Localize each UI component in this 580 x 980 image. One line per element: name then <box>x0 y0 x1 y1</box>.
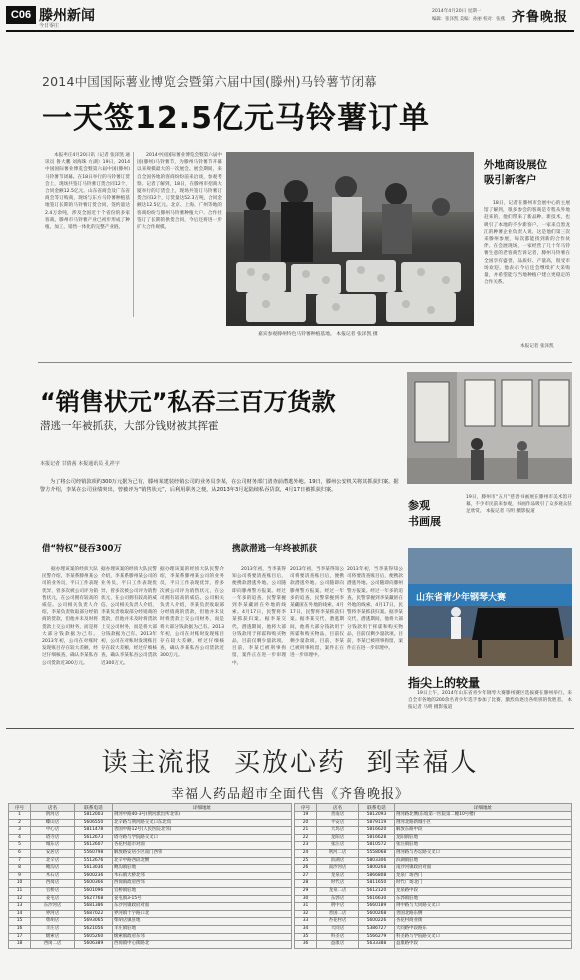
store-address: 西岗镇政府西邻 <box>113 880 292 888</box>
store-name: 西岗二店 <box>31 941 75 949</box>
store-name: 科圣店 <box>317 933 359 941</box>
exhibit-caption: 19日，滕州市“五月”慈善书画展在滕州市美术馆开幕，不少市民前来参观，书画作品吸引了众多观众驻足欣赏。 本报记者 马明 摄影报道 <box>466 495 572 515</box>
store-no: 10 <box>9 880 31 888</box>
store-address: 鲍沟镇驻地 <box>113 865 292 873</box>
store-phone: 5803306 <box>359 857 395 865</box>
store-phone: 5627768 <box>75 895 113 903</box>
store-phone: 5812003 <box>75 812 113 820</box>
table-row <box>295 918 572 926</box>
newspaper-logo: 齐鲁晚报 <box>512 10 569 25</box>
market-photo <box>226 152 474 326</box>
story1-col2: 2014中国国际薯业博览会暨第六届中国(滕州)马铃薯节，为滕州马铃薯节开幕以来规模最大的一次展会。展会期间，来自全国各地的客商纷纷前来洽谈，参观考察。记者了解到，18日，在滕州市招商大厦举行的订货会上，现场共签订马铃薯订货合同12个，订货量达52.3万吨，合同金额达12.5亿元。北京、上海、广州等地的客商纷纷与滕州马铃薯种植大户、合作社签订了长期的供货合同，今后还将进一步扩大合作规模。 <box>137 153 223 231</box>
store-no: 5 <box>9 842 31 850</box>
exhibition-illustration <box>407 372 572 484</box>
table-row <box>295 933 572 941</box>
store-name: 平安店 <box>317 819 359 827</box>
store-no: 34 <box>295 925 317 933</box>
piano-photo <box>408 548 572 666</box>
store-phone: 5810572 <box>359 842 395 850</box>
store-phone: 5605260 <box>75 933 113 941</box>
store-address: 荆河北路新城小区 <box>395 819 572 827</box>
store-name: 张汪店 <box>317 842 359 850</box>
store-name: 东沙河店 <box>31 903 75 911</box>
store-name: 鲍沟店 <box>31 865 75 873</box>
table-row <box>295 827 572 835</box>
store-phone: 5660189 <box>359 903 395 911</box>
divider-2 <box>6 728 574 729</box>
store-name: 善国二店 <box>317 910 359 918</box>
story2-col5: 2013年初，当李某得知公司将要清查账目后，便携款潜逃外地。公司随即向滕州警方报案。经过一年多的追查，民警掌握到李某藏匿在外地的线索。4月17日，民警将李某抓获归案。据李某交代，潜逃期间，他将大部分钱款用于挥霍和购买物品，目前仅剩少量款项。目前，李某已被刑事拘留，案件正在进一步审理中。 <box>290 567 344 659</box>
store-no: 14 <box>9 910 31 918</box>
store-address: 北辛路与荆河路交叉口东北角 <box>113 819 292 827</box>
store-address: 荆河路北侧(东坡第一医院第二幢10号楼) <box>395 812 572 820</box>
store-phone: 5812093 <box>359 812 395 820</box>
store-address: 东郭镇驻地 <box>395 895 572 903</box>
store-address: 杏花村商业街 <box>395 918 572 926</box>
store-address: 善国中路12号(人民医院北邻) <box>113 827 292 835</box>
story2-headline: “销售状元”私吞三百万货款 <box>40 388 336 416</box>
store-address: 木石镇大桥北邻 <box>113 872 292 880</box>
store-phone: 5681386 <box>75 903 113 911</box>
store-address: 北辛中路西段北侧 <box>113 857 292 865</box>
divider-1 <box>38 362 572 363</box>
table-row <box>9 918 292 926</box>
story2-lead: 为了将公司经销款项约300万元据为己有，滕州某建装经销公司的业务员李某，在公司财务部门清查前潜逃外地。19日，滕州公安机关将其抓获归案。据警方介绍，李某在公司业绩突出，曾被评为“销售状元”，后利用职务之便，从2013年3月起陆续私吞货款，4月17日被抓获归案。 <box>40 479 399 493</box>
section-title: 滕州新闻 <box>39 8 95 24</box>
store-name: 东郭店 <box>317 895 359 903</box>
store-address: 荆河中路40-3号(荆河派出所北邻) <box>113 812 292 820</box>
side-title: 外地商设展位 吸引新客户 <box>484 159 547 186</box>
store-phone: 5816628 <box>359 834 395 842</box>
story2-byline: 本报记者 甘倩茜 本报通讯员 孔祥宇 <box>40 461 120 467</box>
story2-subhead: 潜逃一年被抓获，大部分钱财被其挥霍 <box>40 420 219 432</box>
exhibit-title: 参观 书画展 <box>408 499 441 528</box>
store-no: 29 <box>295 887 317 895</box>
story2-col1: 据办理该案的经侦大队民警介绍，李某系滕州某公司的业务员，平日工作表现优异，曾多次被公司评为销售状元，在公司拥有较高的威信。公司相关负责人介绍，李某负责收取部分经销商的货款，但他并未及时将货款上交公司财务，而是将大部分钱款据为己有。2013年初，公司在对账时发现账目存在较大差额，经过仔细核查，确认李某私吞公司货款近300万元。 <box>42 567 98 666</box>
store-address: 益康路中段 <box>395 941 572 949</box>
store-no: 6 <box>9 849 31 857</box>
header-date: 2014年4月20日 星期一 <box>432 9 482 14</box>
store-no: 8 <box>9 865 31 873</box>
store-phone: 5606389 <box>75 941 113 949</box>
store-address: 塔寺路与学院路交叉口 <box>113 834 292 842</box>
store-name: 官桥店 <box>31 887 75 895</box>
store-no: 7 <box>9 857 31 865</box>
store-name: 龙泉店 <box>317 872 359 880</box>
store-phone: 5633388 <box>359 941 395 949</box>
store-address: 级索镇政府东邻 <box>113 933 292 941</box>
store-address: 时代广场北门 <box>395 880 572 888</box>
store-address: 大同路中段路东 <box>395 925 572 933</box>
table-row <box>295 819 572 827</box>
store-name: 荆河店 <box>31 812 75 820</box>
table-row <box>295 941 572 949</box>
store-phone: 5606550 <box>75 819 113 827</box>
store-phone: 5601096 <box>75 887 113 895</box>
store-address: 张汪镇驻地 <box>395 842 572 850</box>
table-row <box>295 834 572 842</box>
store-address: 解放东路中段 <box>395 827 572 835</box>
store-address: 柴胡店镇驻地 <box>113 918 292 926</box>
store-phone: 5612607 <box>75 842 113 850</box>
table-row <box>295 887 572 895</box>
table-row <box>9 895 292 903</box>
store-name: 时代店 <box>317 880 359 888</box>
store-no: 20 <box>295 819 317 827</box>
table-row <box>295 910 572 918</box>
store-no: 17 <box>9 933 31 941</box>
col-header-no: 序号 <box>295 804 317 812</box>
store-no: 33 <box>295 918 317 926</box>
store-name: 级索店 <box>31 933 75 941</box>
store-name: 木石店 <box>31 872 75 880</box>
store-name: 善南店 <box>317 812 359 820</box>
store-phone: 5816620 <box>359 827 395 835</box>
table-row <box>295 865 572 873</box>
store-name: 西岗店 <box>31 880 75 888</box>
story2-col2: 据办理该案的经侦大队民警介绍，李某系滕州某公司的业务员，平日工作表现优异，曾多次被公司评为销售状元，在公司拥有较高的威信。公司相关负责人介绍，李某负责收取部分经销商的货款，但他并未及时将货款上交公司财务，而是将大部分钱款据为己有。2013年初，公司在对账时发现账目存在较大差额，经过仔细核查，确认李某私吞公司货款近300万元。 <box>101 567 157 666</box>
col-divider <box>133 152 134 317</box>
store-name: 滨湖店 <box>317 857 359 865</box>
store-no: 36 <box>295 941 317 949</box>
store-table-left <box>8 803 292 949</box>
store-no: 28 <box>295 880 317 888</box>
store-phone: 5612120 <box>359 887 395 895</box>
store-no: 21 <box>295 827 317 835</box>
piano-banner: 山东省青少年钢琴大赛 <box>416 593 507 603</box>
table-row <box>9 819 292 827</box>
store-name: 姜屯店 <box>31 895 75 903</box>
store-no: 2 <box>9 819 31 827</box>
store-no: 12 <box>9 895 31 903</box>
store-address: 姜屯镇3-15号 <box>113 895 292 903</box>
store-phone: 5560798 <box>75 849 113 857</box>
table-row <box>9 842 292 850</box>
store-phone: 5566279 <box>359 933 395 941</box>
store-name: 城东店 <box>31 842 75 850</box>
store-address: 界河镇十字路口北 <box>113 910 292 918</box>
table-row <box>295 925 572 933</box>
store-address: 西岗镇中心街路北 <box>113 941 292 949</box>
col-header-name: 店名 <box>31 804 75 812</box>
store-phone: 5612673 <box>75 834 113 842</box>
store-no: 32 <box>295 910 317 918</box>
store-phone: 5600366 <box>75 880 113 888</box>
store-no: 16 <box>9 925 31 933</box>
store-phone: 5558068 <box>359 849 395 857</box>
table-row <box>295 903 572 911</box>
store-address: 科圣路与学院路交叉口 <box>395 933 572 941</box>
store-table-right <box>294 803 572 949</box>
col-header-no: 序号 <box>9 804 31 812</box>
ad-sub: 幸福人药品超市全面代售《齐鲁晚报》 <box>170 787 409 802</box>
store-address: 杏花村超市对面 <box>113 842 292 850</box>
store-phone: 5600226 <box>359 918 395 926</box>
store-no: 23 <box>295 842 317 850</box>
section-sub: 今日零庄 <box>39 23 60 29</box>
store-no: 25 <box>295 857 317 865</box>
exhibition-photo <box>407 372 572 484</box>
store-name: 北辛店 <box>31 857 75 865</box>
store-no: 26 <box>295 865 317 873</box>
store-address: 龙泉广场西门 <box>395 872 572 880</box>
col-header-address: 详细地址 <box>395 804 572 812</box>
store-no: 35 <box>295 933 317 941</box>
store-address: 官桥镇驻地 <box>113 887 292 895</box>
col-header-phone: 联系电话 <box>75 804 113 812</box>
store-address: 荆河路与杏坛路交叉口 <box>395 849 572 857</box>
story2-sub2: 携款潜逃一年终被抓获 <box>232 544 318 554</box>
table-row <box>9 865 292 873</box>
table-row <box>9 941 292 949</box>
store-name: 荆河二店 <box>317 849 359 857</box>
table-row <box>9 834 292 842</box>
store-address: 滨湖镇驻地 <box>395 857 572 865</box>
store-name: 荆中店 <box>317 903 359 911</box>
store-no: 22 <box>295 834 317 842</box>
store-no: 11 <box>9 887 31 895</box>
story1-col1: 本报枣庄4月20日讯（记者 张泽凯 通讯员 鲁大鹏 刘海珠 方湖）19日，2014中国国际薯业博览会暨第六届中国(滕州)马铃薯节闭幕。在18日举行的马铃薯订货会上，现场共签订马铃薯订货合同12个，合同金额12.5亿元。山东省商会及广东省商会等订购商，现场与东方马铃薯种植基地签订长期的马铃薯订货合同，签约量达2.4万余吨，涉及全国近十个省份的多家客商。滕州市马铃薯产业已初步形成了种植、加工、销售一体化的完整产业链。 <box>45 153 131 231</box>
store-phone: 5616630 <box>359 895 395 903</box>
story2-sub1: 借“特权”侵吞300万 <box>42 544 122 554</box>
store-phone: 5693065 <box>75 918 113 926</box>
store-name: 蝶山店 <box>31 819 75 827</box>
store-no: 31 <box>295 903 317 911</box>
store-no: 3 <box>9 827 31 835</box>
store-address: 东沙河镇政府对面 <box>113 903 292 911</box>
header-divider <box>6 30 574 32</box>
store-phone: 5512676 <box>75 857 113 865</box>
piano-title: 指尖上的较量 <box>408 676 481 690</box>
store-phone: 5800268 <box>359 865 395 873</box>
table-row <box>9 933 292 941</box>
story2-col4: 2013年初，当李某得知公司将要清查账目后，便携款潜逃外地。公司随即向滕州警方报案。经过一年多的追查，民警掌握到李某藏匿在外地的线索。4月17日，民警将李某抓获归案。据李某交代，潜逃期间，他将大部分钱款用于挥霍和购买物品，目前仅剩少量款项。目前，李某已被刑事拘留，案件正在进一步审理中。 <box>232 567 286 666</box>
store-name: 羊庄店 <box>31 925 75 933</box>
store-no: 19 <box>295 812 317 820</box>
table-row <box>9 812 292 820</box>
table-row <box>9 910 292 918</box>
table-row <box>9 903 292 911</box>
page-number: C06 <box>6 6 36 24</box>
store-address: 龙泉路中段 <box>395 887 572 895</box>
store-phone: 5811478 <box>75 827 113 835</box>
header-editor: 编辑：张泽凯 美编：孙丽 校对：张燕 <box>432 17 506 22</box>
table-row <box>9 872 292 880</box>
store-phone: 5613036 <box>75 865 113 873</box>
store-no: 9 <box>9 872 31 880</box>
store-no: 18 <box>9 941 31 949</box>
store-phone: 5866808 <box>359 872 395 880</box>
table-row <box>9 827 292 835</box>
store-phone: 5879119 <box>359 819 395 827</box>
store-phone: 5386727 <box>359 925 395 933</box>
table-row <box>9 849 292 857</box>
store-name: 南沙河店 <box>317 865 359 873</box>
store-no: 15 <box>9 918 31 926</box>
table-row <box>9 887 292 895</box>
store-no: 13 <box>9 903 31 911</box>
table-row <box>295 857 572 865</box>
store-no: 27 <box>295 872 317 880</box>
store-name: 龙阳店 <box>317 834 359 842</box>
store-name: 中心店 <box>31 827 75 835</box>
market-photo-illustration <box>226 152 474 326</box>
store-name: 杏花村店 <box>317 918 359 926</box>
store-address: 南沙河镇政府对面 <box>395 865 572 873</box>
store-address: 善国北路东侧 <box>395 910 572 918</box>
table-row <box>295 872 572 880</box>
store-address: 解放路安居小区南门西邻 <box>113 849 292 857</box>
store-phone: 5600236 <box>75 872 113 880</box>
ad-slogan: 读主流报 买放心药 到幸福人 <box>101 748 479 778</box>
store-address: 龙阳镇驻地 <box>395 834 572 842</box>
store-no: 30 <box>295 895 317 903</box>
store-phone: 5600268 <box>359 910 395 918</box>
story2-col6: 2013年初，当李某得知公司将要清查账目后，便携款潜逃外地。公司随即向滕州警方报案。经过一年多的追查，民警掌握到李某藏匿在外地的线索。4月17日，民警将李某抓获归案。据李某交代，潜逃期间，他将大部分钱款用于挥霍和购买物品，目前仅剩少量款项。目前，李某已被刑事拘留，案件正在进一步审理中。 <box>347 567 403 652</box>
table-row <box>9 880 292 888</box>
table-row <box>9 857 292 865</box>
col-header-name: 店名 <box>317 804 359 812</box>
store-name: 大坞店 <box>317 827 359 835</box>
store-phone: 5811650 <box>359 880 395 888</box>
store-name: 柴胡店 <box>31 918 75 926</box>
table-row <box>295 895 572 903</box>
store-name: 龙泉二店 <box>317 887 359 895</box>
col-header-address: 详细地址 <box>113 804 292 812</box>
piano-caption: 19日上午，2014年山东省青少年钢琴大赛滕州赛区选拔赛在滕州举行。来自全市各地的200余名青少年选手参加了比赛，激烈角逐出各组别的优胜者。 本报记者 马明 摄影报道 <box>408 691 572 711</box>
table-row <box>9 925 292 933</box>
store-address: 羊庄镇驻地 <box>113 925 292 933</box>
store-address: 荆中路与大同路交叉口 <box>395 903 572 911</box>
store-name: 安居店 <box>31 849 75 857</box>
piano-illustration <box>408 548 572 666</box>
side-text: 18日，记者在滕州市会展中心的主展馆了解到，很多参会的客商是专程从外地赶来的，他们带来了新品种、新技术，也吸引了本地的不少新客户。一家来自黑龙江的种薯企业负责人说，这是他们第三次来滕州参展，每次都能找到新的合作伙伴。在会展现场，一家经营了几十年马铃薯生意的老客商告诉记者，滕州马铃薯在全国享有盛誉，品质好、产量高，很受市场欢迎。他表示今后还会继续扩大采购量，并希望能与当地种植户建立更稳定的合作关系。 <box>484 201 570 286</box>
store-name: 大同店 <box>317 925 359 933</box>
table-row <box>295 849 572 857</box>
story2-col3: 据办理该案的经侦大队民警介绍，李某系滕州某公司的业务员，平日工作表现优异，曾多次被公司评为销售状元，在公司拥有较高的威信。公司相关负责人介绍，李某负责收取部分经销商的货款，但他并未及时将货款上交公司财务，而是将大部分钱款据为己有。2013年初，公司在对账时发现账目存在较大差额，经过仔细核查，确认李某私吞公司货款近300万元。 <box>160 567 224 659</box>
story1-kicker: 2014中国国际薯业博览会暨第六届中国(滕州)马铃薯节闭幕 <box>42 74 377 89</box>
store-no: 1 <box>9 812 31 820</box>
table-row <box>295 880 572 888</box>
store-phone: 5687022 <box>75 910 113 918</box>
store-phone: 5621056 <box>75 925 113 933</box>
store-name: 塔寺店 <box>31 834 75 842</box>
table-row <box>295 812 572 820</box>
store-name: 界河店 <box>31 910 75 918</box>
market-photo-caption: 嘉宾参观滕州特色马铃薯种植基地。 本报记者 张泽凯 摄 <box>258 332 378 337</box>
store-no: 24 <box>295 849 317 857</box>
story1-headline: 一天签12.5亿元马铃薯订单 <box>42 101 431 136</box>
table-row <box>295 842 572 850</box>
store-no: 4 <box>9 834 31 842</box>
side-credit: 本报记者 张泽凯 <box>520 344 554 349</box>
store-name: 益康店 <box>317 941 359 949</box>
col-header-phone: 联系电话 <box>359 804 395 812</box>
